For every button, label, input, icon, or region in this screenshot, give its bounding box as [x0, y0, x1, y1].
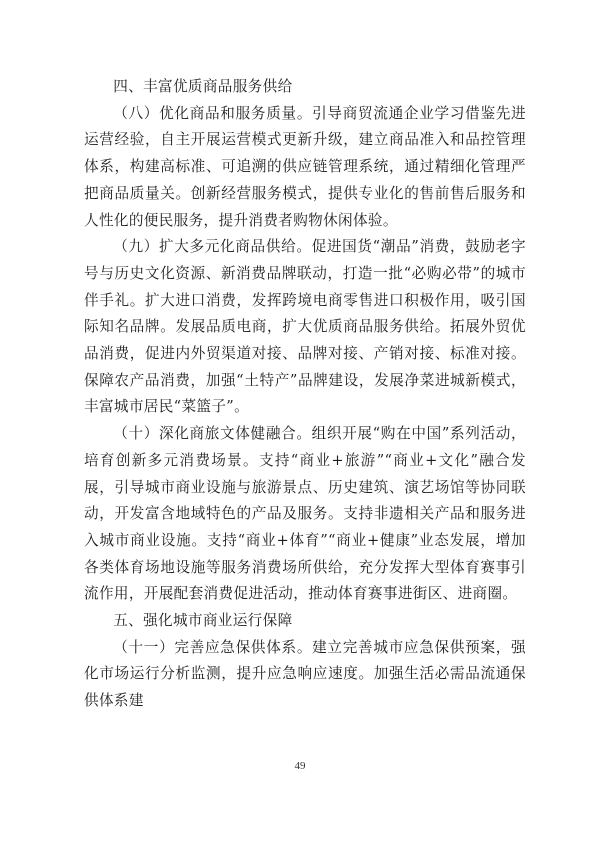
paragraph-10: （十）深化商旅文体健融合。组织开展“购在中国”系列活动，培育创新多元消费场景。支持“商业+旅游”“商业+文化”融合发展，引导城市商业设施与旅游景点、历史建筑、演艺场馆等协同联动，开发富含地域特色的产品及服务。支持非遗相关产品和服务进入城市商业设施。支持“商业+体育”“商业+健康”业态发展，增加各类体育场地设施等服务消费场所供给，充分发挥大型体育赛事引流作用，开展配套消费促进活动，推动体育赛事进街区、进商圈。: [84, 425, 526, 603]
paragraph-11: （十一）完善应急保供体系。建立完善城市应急保供预案，强化市场运行分析监测，提升应急响应速度。加强生活必需品流通保供体系建: [84, 638, 526, 710]
paragraph-8: （八）优化商品和服务质量。引导商贸流通企业学习借鉴先进运营经验，自主开展运营模式更新升级，建立商品准入和品控管理体系，构建高标准、可追溯的供应链管理系统，通过精细化管理严把商品质量关。创新经营服务模式，提供专业化的售前售后服务和人性化的便民服务，提升消费者购物休闲体验。: [84, 104, 526, 229]
section-heading-5: 五、强化城市商业运行保障: [113, 612, 293, 630]
section-heading-4: 四、丰富优质商品服务供给: [113, 78, 293, 95]
document-body: [84, 74, 526, 715]
paragraph-9: （九）扩大多元化商品供给。促进国货“潮品”消费，鼓励老字号与历史文化资源、新消费品牌联动，打造一批“必购必带”的城市伴手礼。扩大进口消费，发挥跨境电商零售进口积极作用，吸引国际知名品牌。发展品质电商，扩大优质商品服务供给。拓展外贸优品消费，促进内外贸渠道对接、品牌对接、产销对接、标准对接。保障农产品消费，加强“土特产”品牌建设，发展净菜进城新模式，丰富城市居民“菜篮子”。: [84, 238, 526, 416]
page-number: 49: [294, 760, 306, 772]
